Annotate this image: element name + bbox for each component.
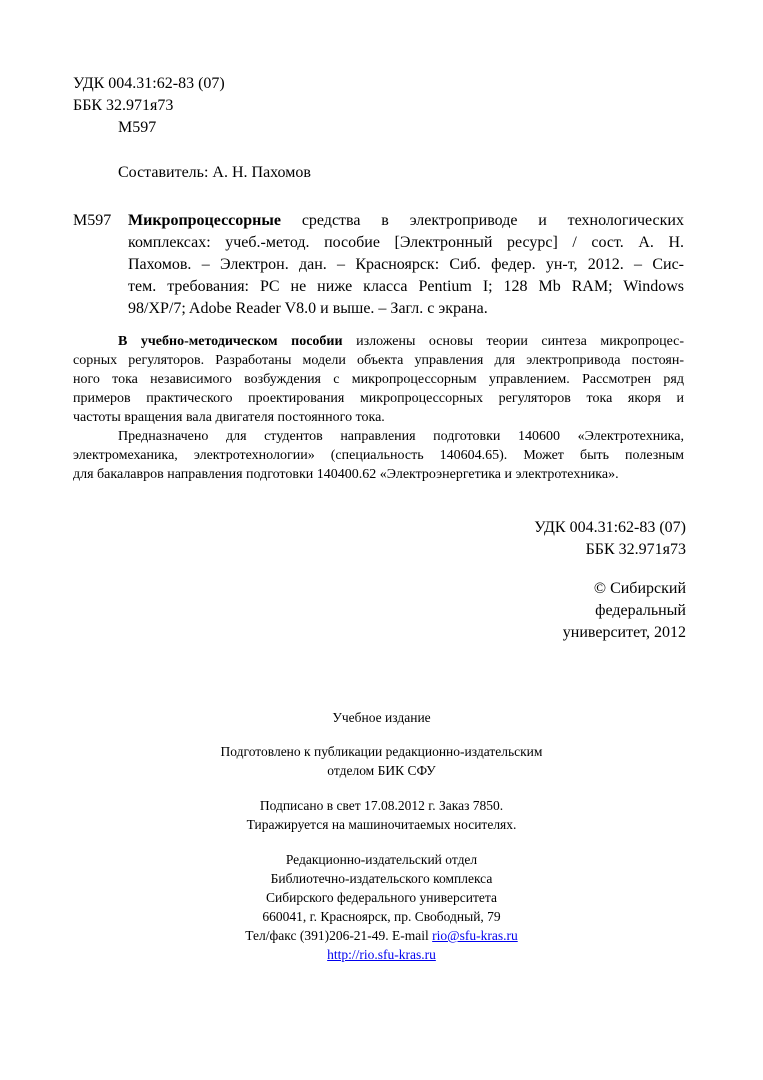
signed-line-2: Тиражируется на машиночитаемых носителях. <box>246 817 517 832</box>
edition-type: Учебное издание <box>332 710 431 725</box>
dept-line-1: Редакционно-издательский отдел <box>285 852 478 867</box>
email-link[interactable]: rio@sfu-kras.ru <box>432 928 518 943</box>
website-line <box>0 945 763 964</box>
bib-title: Микропроцессорные <box>128 212 281 229</box>
signed-line-1: Подписано в свет 17.08.2012 г. Заказ 7850. <box>259 798 504 813</box>
bbk-code: ББК 32.971я73 <box>73 97 174 114</box>
purpose-line-1: Предназначено для студентов направления подготовки 140600 «Электротехника, <box>118 429 684 444</box>
bib-line-1: Микропроцессорные средства в электроприводе и технологических <box>128 212 684 229</box>
compiler-line: Составитель: А. Н. Пахомов <box>118 164 311 181</box>
bib-line-4: тем. требования: PC не ниже класса Pentium I; 128 Mb RAM; Windows <box>128 278 684 295</box>
contact-line <box>0 926 763 945</box>
right-udk: УДК 004.31:62-83 (07) <box>534 519 686 536</box>
bib-code: М597 <box>73 212 112 229</box>
abstract-lead: В учебно-методическом пособии <box>118 334 343 349</box>
dept-line-3: Сибирского федерального университета <box>266 890 497 905</box>
bib-line-5: 98/XP/7; Adobe Reader V8.0 и выше. – Загл. с экрана. <box>128 300 488 317</box>
abstract-line-1: В учебно-методическом пособии изложены основы теории синтеза микропроцес- <box>118 334 685 349</box>
abstract-line-4: примеров практического проектирования микропроцессорных регуляторов тока якоря и <box>73 391 684 406</box>
prepared-line-1: Подготовлено к публикации редакционно-издательским <box>220 744 543 759</box>
right-bbk: ББК 32.971я73 <box>585 541 686 558</box>
purpose-line-2: электромеханика, электротехнологии» (специальность 140604.65). Может быть полезным <box>73 448 684 463</box>
bib-line-2: комплексах: учеб.-метод. пособие [Электронный ресурс] / сост. А. Н. <box>128 234 684 251</box>
bib-description <box>128 210 684 320</box>
prepared-line-2: отделом БИК СФУ <box>327 763 436 778</box>
copyright-line-3: университет, 2012 <box>562 624 686 641</box>
phone-text: Тел/факс (391)206-21-49. E-mail <box>245 928 433 943</box>
purpose-line-3: для бакалавров направления подготовки 140400.62 «Электроэнергетика и электротехника». <box>73 467 619 482</box>
abstract-line-3: ного тока независимого возбуждения с микропроцессорным управлением. Рассмотрен ряд <box>73 372 684 387</box>
abstract <box>73 332 684 484</box>
author-sign-code: М597 <box>118 119 157 136</box>
website-link[interactable]: http://rio.sfu-kras.ru <box>327 947 436 962</box>
abstract-line-2: сорных регуляторов. Разработаны модели объекта управления для электропривода постоян- <box>73 353 684 368</box>
abstract-line-5: частоты вращения вала двигателя постоянного тока. <box>73 410 385 425</box>
copyright-line-1: © Сибирский <box>593 580 686 597</box>
dept-line-2: Библиотечно-издательского комплекса <box>270 871 493 886</box>
udk-code: УДК 004.31:62-83 (07) <box>73 75 225 92</box>
bib-line-3: Пахомов. – Электрон. дан. – Красноярск: Сиб. федер. ун-т, 2012. – Сис- <box>128 256 684 273</box>
copyright-line-2: федеральный <box>595 602 686 619</box>
address-line: 660041, г. Красноярск, пр. Свободный, 79 <box>262 909 501 924</box>
